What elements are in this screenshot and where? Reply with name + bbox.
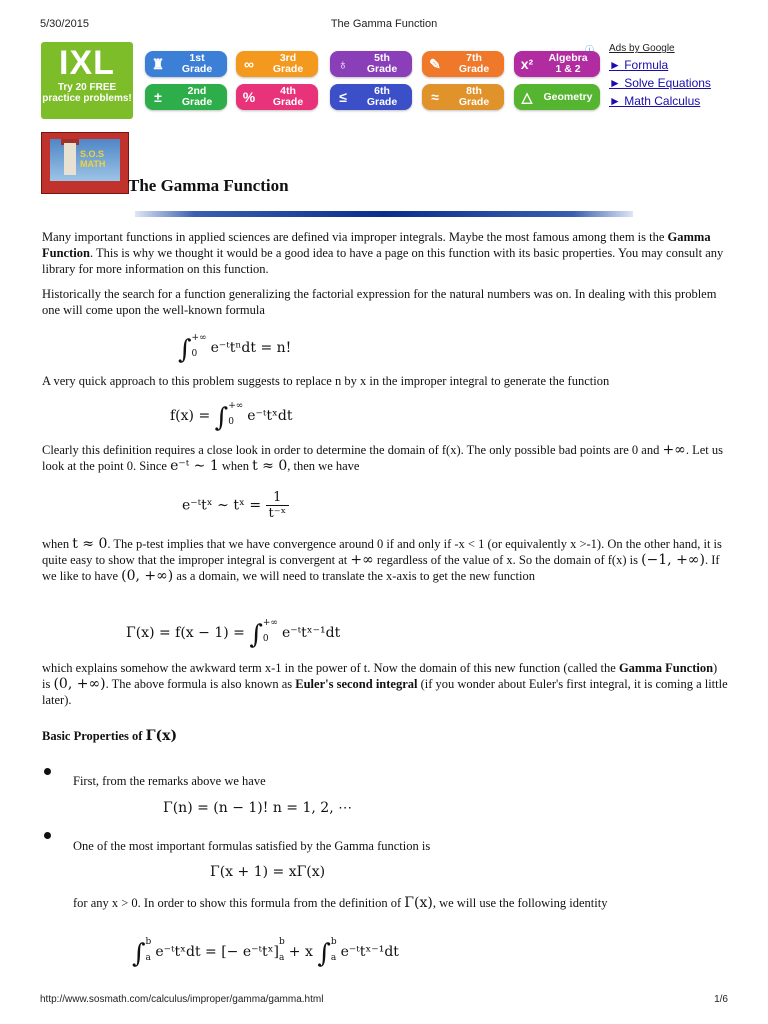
grade-label: Algebra 1 & 2 bbox=[548, 52, 588, 75]
grade-label: 5th Grade bbox=[366, 52, 398, 75]
equation-integration-by-parts: ∫b a e⁻ᵗtˣdt = [− e⁻ᵗtˣ]b a + x ∫b a e⁻ᵗtˣ⁻¹dt bbox=[132, 937, 399, 969]
grade-label: 8th Grade bbox=[458, 85, 490, 108]
grade-icon: △ bbox=[521, 88, 533, 105]
gamma-domain-paragraph: which explains somehow the awkward term x-1 in the power of t. Now the domain of this new function (called the Gamma Function) is (0, +∞). The above formula is also known as Euler's second integral (if you wonder about Euler's first integral, it is coming a little later). bbox=[42, 661, 728, 707]
grade-button-4[interactable] bbox=[422, 51, 504, 77]
title-divider bbox=[135, 211, 633, 217]
grade-label: Geometry bbox=[543, 90, 593, 103]
grade-label: 2nd Grade bbox=[181, 85, 213, 108]
identity-paragraph: for any x > 0. In order to show this formula from the definition of Γ(x), we will use the following identity bbox=[73, 895, 608, 911]
sos-math-logo[interactable] bbox=[41, 132, 129, 194]
grade-icon: % bbox=[242, 89, 256, 105]
equation-gamma-factorial: Γ(n) = (n − 1)! n = 1, 2, ⋯ bbox=[163, 800, 353, 816]
grade-button-9[interactable] bbox=[422, 84, 504, 110]
ixl-ad[interactable] bbox=[41, 42, 133, 119]
grade-button-3[interactable] bbox=[330, 51, 412, 77]
ixl-logo: IXL bbox=[59, 44, 115, 82]
logo-text: S.O.S MATH bbox=[80, 149, 106, 169]
grade-button-8[interactable] bbox=[330, 84, 412, 110]
grade-label: 3rd Grade bbox=[272, 52, 304, 75]
grade-button-6[interactable] bbox=[145, 84, 227, 110]
equation-gamma-definition: Γ(x) = f(x − 1) = ∫+∞ 0 e⁻ᵗtˣ⁻¹dt bbox=[126, 618, 341, 650]
grade-button-1[interactable] bbox=[145, 51, 227, 77]
convergence-paragraph: when t ≈ 0. The p-test implies that we have convergence around 0 if and only if -x < 1 (or equivalently x >-1). On the other hand, it is quite easy to show that the improper integral is convergent at +∞ regardless of the value of x. So the domain of f(x) is (−1, +∞). If we like to have (0, +∞) as a domain, we will need to translate the x-axis to get the new function bbox=[42, 536, 722, 584]
google-ads bbox=[585, 43, 711, 108]
ad-link-formula[interactable]: ► Formula bbox=[609, 58, 669, 72]
print-date: 5/30/2015 bbox=[40, 18, 89, 30]
grade-label: 7th Grade bbox=[458, 52, 490, 75]
grade-icon: ≤ bbox=[339, 89, 347, 105]
grade-icon: x² bbox=[520, 56, 534, 72]
ad-link-solve-equations[interactable]: ► Solve Equations bbox=[609, 76, 711, 90]
grade-icon: ✎ bbox=[429, 55, 441, 72]
bullet-dot bbox=[44, 832, 51, 839]
ixl-promo: Try 20 FREE practice problems! bbox=[42, 82, 132, 104]
domain-paragraph: Clearly this definition requires a close look in order to determine the domain of f(x). The only possible bad points are 0 and +∞. Let us look at the point 0. Since e⁻ᵗ ∼ 1 when t ≈ 0, then we have bbox=[42, 442, 724, 474]
ads-by-google[interactable]: Ads by Google bbox=[609, 43, 675, 54]
grade-label: 4th Grade bbox=[272, 85, 304, 108]
grade-button-10[interactable] bbox=[514, 84, 600, 110]
approach-paragraph: A very quick approach to this problem suggests to replace n by x in the improper integral to generate the function bbox=[42, 374, 610, 388]
grade-label: 1st Grade bbox=[181, 52, 213, 75]
grade-label: 6th Grade bbox=[366, 85, 398, 108]
grade-icon: ≈ bbox=[431, 89, 439, 105]
equation-factorial: ∫+∞ 0 e⁻ᵗtⁿdt = n! bbox=[178, 333, 292, 365]
lighthouse-icon bbox=[64, 143, 76, 175]
grade-icon: ♜ bbox=[151, 55, 165, 72]
history-paragraph: Historically the search for a function generalizing the factorial expression for the natural numbers was on. In dealing with this problem one will come upon the well-known formula bbox=[42, 287, 717, 317]
grade-icon: ± bbox=[154, 89, 162, 105]
page-title: The Gamma Function bbox=[128, 176, 289, 195]
intro-paragraph: Many important functions in applied sciences are defined via improper integrals. Maybe the most famous among them is the Gamma Function. This is why we thought it would be a good idea to have a page on this function with its basic properties. You may consult any library for more information on this function. bbox=[42, 230, 724, 276]
grade-icon: ∞ bbox=[244, 56, 254, 72]
grade-button-7[interactable] bbox=[236, 84, 318, 110]
print-footer-url: http://www.sosmath.com/calculus/improper/gamma/gamma.html bbox=[40, 994, 324, 1005]
bullet-2-text: One of the most important formulas satisfied by the Gamma function is bbox=[73, 839, 431, 853]
adchoices-icon[interactable]: ⓘ bbox=[585, 45, 595, 55]
print-title: The Gamma Function bbox=[330, 18, 438, 30]
ad-link-math-calculus[interactable]: ► Math Calculus bbox=[609, 94, 701, 108]
equation-recurrence: Γ(x + 1) = xΓ(x) bbox=[210, 864, 326, 880]
bullet-1-text: First, from the remarks above we have bbox=[73, 774, 266, 788]
grade-icon: ♁ bbox=[337, 56, 349, 72]
bullet-dot bbox=[44, 768, 51, 775]
basic-properties-heading: Basic Properties of Γ(x) bbox=[42, 728, 178, 744]
print-page-number: 1/6 bbox=[714, 994, 728, 1005]
grade-button-2[interactable] bbox=[236, 51, 318, 77]
equation-asymptotic: e⁻ᵗtˣ ∼ tˣ = $\frac{1}{\text{t⁻ˣ}}$ bbox=[182, 490, 289, 521]
equation-f-of-x: f(x) = ∫+∞ 0 e⁻ᵗtˣdt bbox=[170, 401, 293, 433]
